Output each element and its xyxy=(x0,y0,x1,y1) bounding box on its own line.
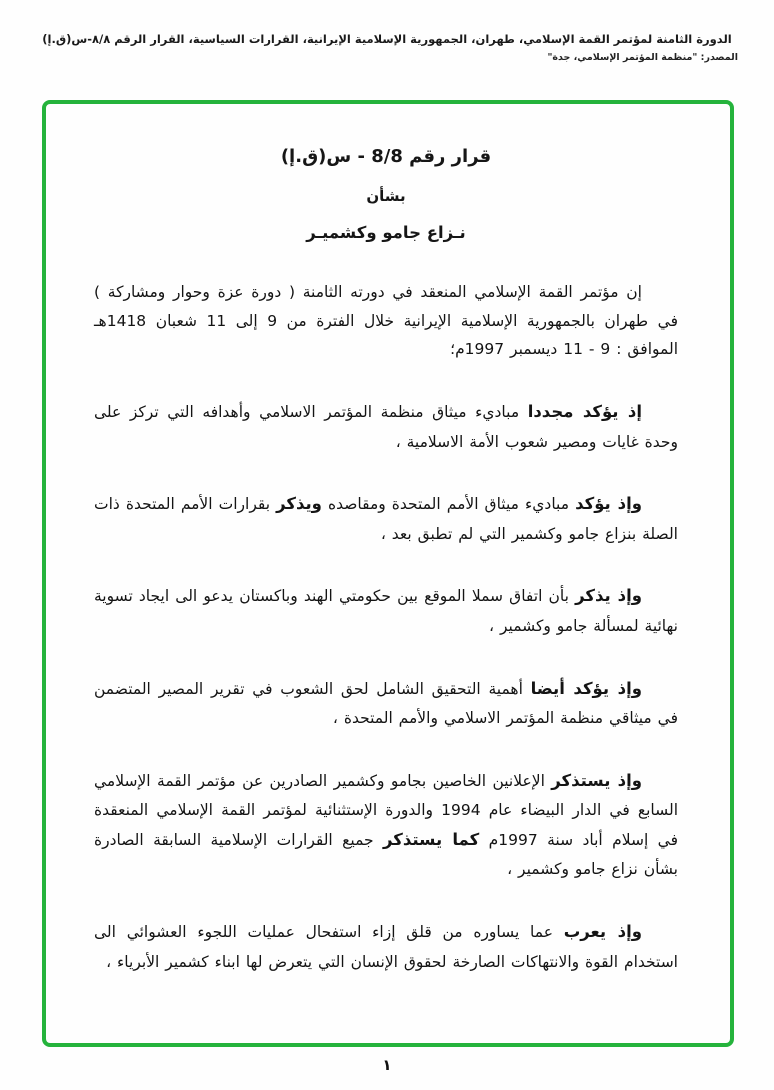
document-body xyxy=(94,278,678,976)
bold-phrase: إذ يؤكد مجددا xyxy=(527,402,642,422)
text-run: مباديء ميثاق الأمم المتحدة ومقاصده xyxy=(321,495,576,514)
title-regarding: بشأن xyxy=(366,187,406,205)
paragraph xyxy=(94,674,678,733)
paragraph xyxy=(94,489,678,548)
content-border-box xyxy=(42,100,734,1047)
text-run: عما يساوره من قلق إزاء استفحال عمليات اللجوء العشوائي الى استخدام القوة والانتهاكات الصارخة لحقوق الإنسان التي يتعرض لها ابناء كشمير الأبرياء ، xyxy=(94,923,678,971)
paragraph xyxy=(94,581,678,640)
bold-phrase: وإذ يؤكد xyxy=(575,494,642,514)
text-run: إن مؤتمر القمة الإسلامي المنعقد في دورته الثامنة ( دورة عزة وحوار ومشاركة ) في طهران بالجمهورية الإسلامية الإيرانية خلال الفترة من 9 إلى 11 شعبان 1418هـ الموافق : 9 - 11 ديسمبر 1997م؛ xyxy=(94,283,678,359)
header-line-1: الدورة الثامنة لمؤتمر القمة الإسلامي، طهران، الجمهورية الإسلامية الإيرانية، القرارات السياسية، القرار الرقم ٨/٨-س(ق.إ) xyxy=(42,32,732,46)
bold-phrase: وإذ يعرب xyxy=(563,922,642,942)
text-run: الإعلانين الخاصين بجامو وكشمير الصادرين عن مؤتمر القمة الإسلامي السابع في الدار البيضاء عام 1994 والدورة الإستثنائية لمؤتمر القمة الإسلامي المنعقدة في إسلام أباد سنة 1997م xyxy=(94,771,679,849)
text-run: جميع القرارات الإسلامية السابقة الصادرة بشأن نزاع جامو وكشمير ، xyxy=(94,830,678,879)
text-run: بأن اتفاق سملا الموقع بين حكومتي الهند وباكستان يدعو الى ايجاد تسوية نهائية لمسألة جامو وكشمير ، xyxy=(94,587,678,635)
title-block xyxy=(94,146,678,242)
bold-phrase: وإذ يؤكد أيضا xyxy=(530,678,642,698)
resolution-number-title: قرار رقم 8/8 - س(ق.إ) xyxy=(280,146,492,167)
title-subject: نـزاع جامو وكشميـر xyxy=(306,223,466,242)
page-number: ١ xyxy=(382,1056,392,1074)
paragraph xyxy=(94,766,678,884)
bold-phrase: ويذكر xyxy=(276,494,322,514)
paragraph xyxy=(94,917,678,976)
text-run: بقرارات الأمم المتحدة ذات الصلة بنزاع جامو وكشمير التي لم تطبق بعد ، xyxy=(94,495,678,543)
bold-phrase: كما يستذكر xyxy=(383,829,480,849)
document-header xyxy=(36,30,738,63)
paragraph xyxy=(94,397,678,456)
text-run: أهمية التحقيق الشامل لحق الشعوب في تقرير المصير المتضمن في ميثاقي منظمة المؤتمر الاسلامي والأمم المتحدة ، xyxy=(94,679,678,728)
header-line-2: المصدر: "منظمة المؤتمر الإسلامي، جدة" xyxy=(547,52,738,64)
text-run: مباديء ميثاق منظمة المؤتمر الاسلامي وأهدافه التي تركز على وحدة غايات ومصير شعوب الأمة الاسلامية ، xyxy=(94,403,678,451)
bold-phrase: وإذ يستذكر xyxy=(551,770,642,790)
bold-phrase: وإذ يذكر xyxy=(575,586,642,606)
paragraph xyxy=(94,278,678,364)
